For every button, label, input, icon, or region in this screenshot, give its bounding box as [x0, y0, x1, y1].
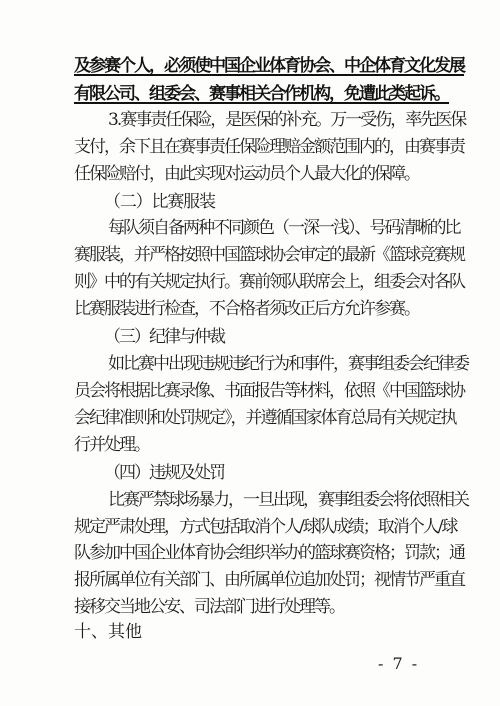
- paragraph-line: 每队须自备两种不同颜色（一深一浅）、号码清晰的比: [108, 218, 460, 238]
- page-number: - 7 -: [378, 654, 420, 673]
- section-title: 十、其他: [74, 622, 142, 642]
- paragraph-line: 规定严肃处理，方式包括取消个人/球队成绩；取消个人/球: [74, 517, 457, 537]
- paragraph-line-bold: 有限公司、组委会、赛事相关合作机构，免遭此类起诉。: [74, 84, 449, 104]
- paragraph-line: 队参加中国企业体育协会组织举办的篮球赛资格；罚款；通: [74, 543, 464, 563]
- paragraph-line: 如比赛中出现违规违纪行为和事件，赛事组委会纪律委: [108, 354, 468, 374]
- paragraph-line: 任保险赔付，由此实现对运动员个人最大化的保障。: [74, 164, 419, 184]
- paragraph-line: 会纪律准则和处罚规定》，并遵循国家体育总局有关规定执: [74, 408, 456, 428]
- section-heading: （三）纪律与仲裁: [104, 327, 224, 347]
- paragraph-line: 3.赛事责任保险，是医保的补充。万一受伤，率先医保: [108, 110, 466, 130]
- paragraph-line: 员会将根据比赛录像、书面报告等材料，依照《中国篮球协: [74, 381, 464, 401]
- paragraph-line: 比赛严禁球场暴力，一旦出现，赛事组委会将依照相关: [108, 490, 468, 510]
- paragraph-line: 报所属单位有关部门、由所属单位追加处罚；视情节严重直: [74, 570, 464, 590]
- section-heading: （二）比赛服装: [104, 192, 215, 212]
- paragraph-line: 接移交当地公安、司法部门进行处理等。: [74, 597, 344, 617]
- paragraph-line: 行并处理。: [74, 435, 149, 455]
- paragraph-line: 支付，余下且在赛事责任保险理赔金额范围内的，由赛事责: [74, 137, 464, 157]
- paragraph-line: 比赛服装进行检查，不合格者须改正后方允许参赛。: [74, 299, 419, 319]
- paragraph-line: 赛服装，并严格按照中国篮球协会审定的最新《篮球竞赛规: [74, 245, 464, 265]
- paragraph-line-bold: 及参赛个人，必须使中国企业体育协会、中企体育文化发展: [74, 56, 464, 76]
- paragraph-line: 则》中的有关规定执行。赛前领队联席会上，组委会对各队: [74, 272, 464, 292]
- section-heading: （四）违规及处罚: [104, 463, 224, 483]
